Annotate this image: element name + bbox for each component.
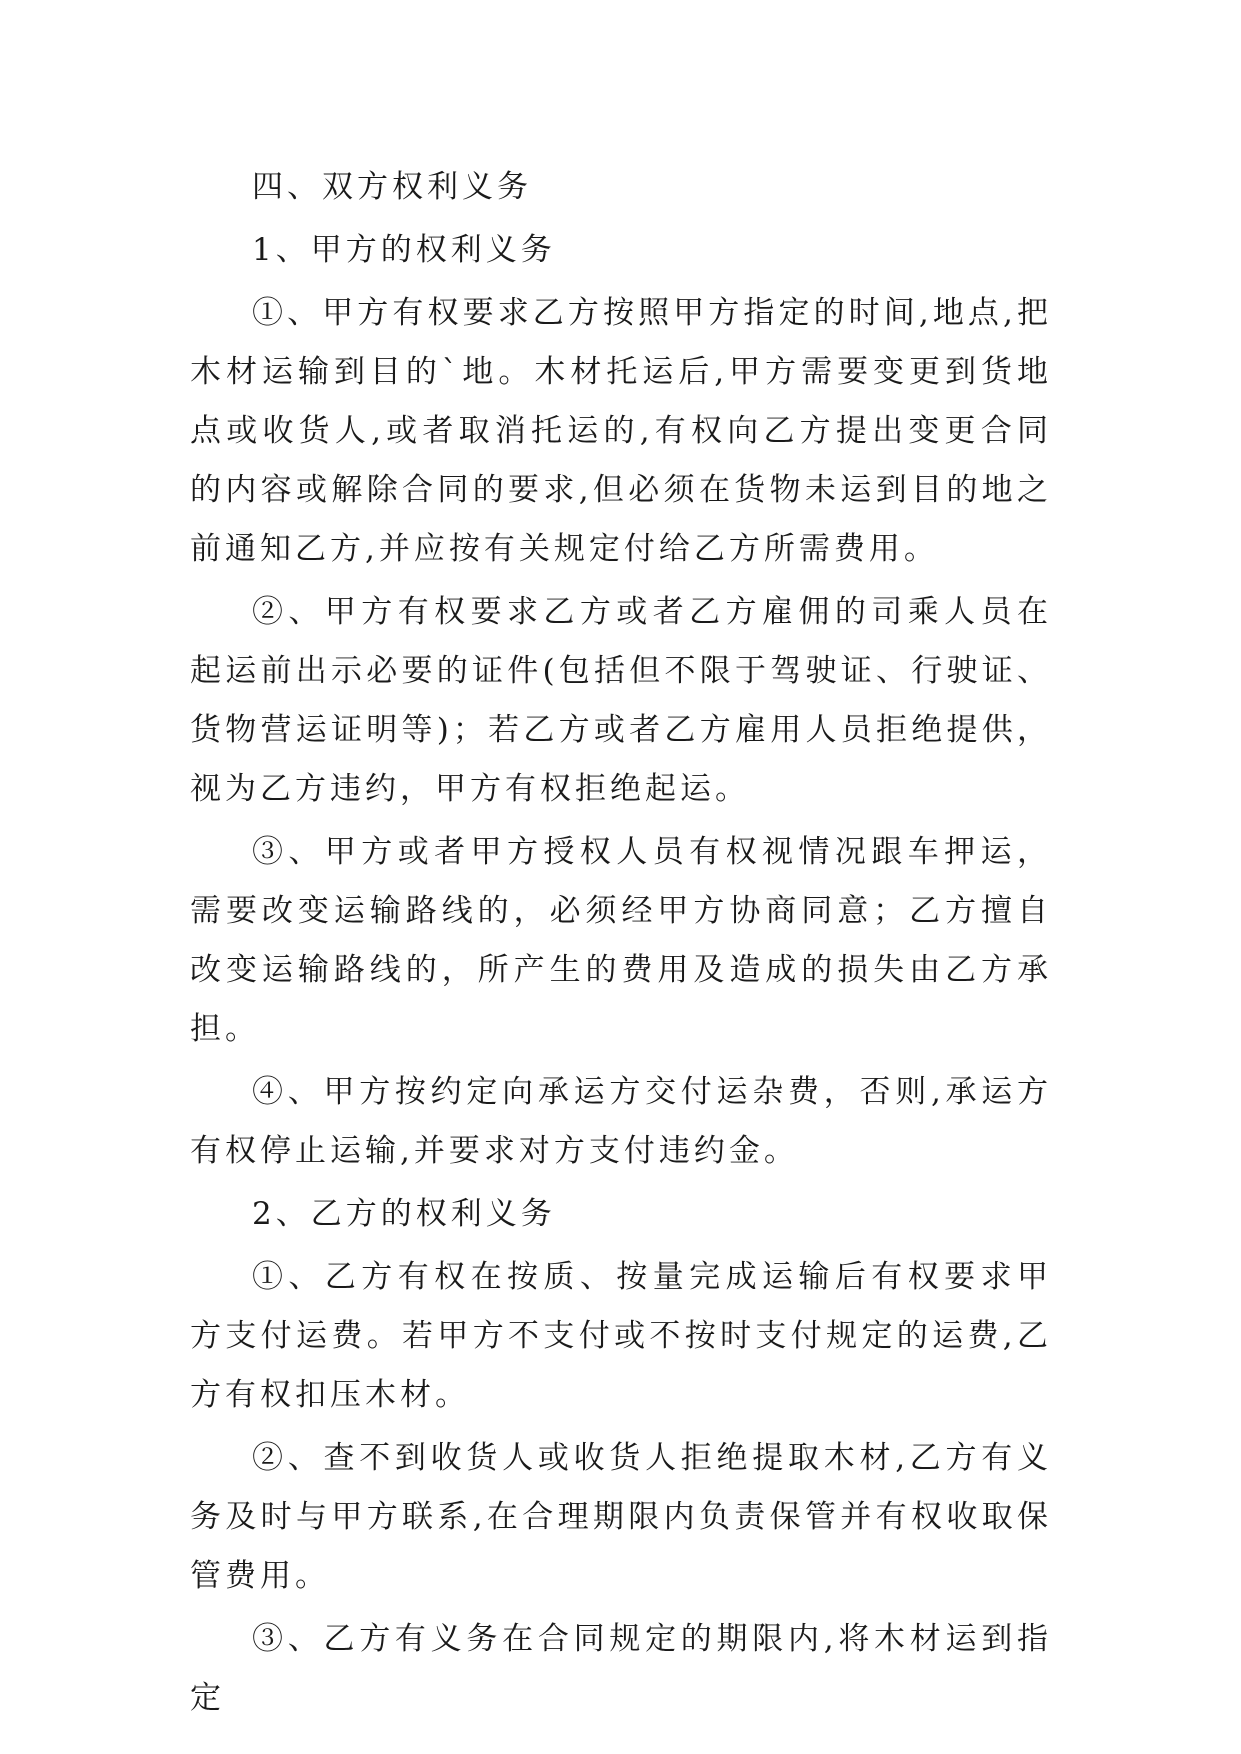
clause-paragraph: ①、甲方有权要求乙方按照甲方指定的时间,地点,把木材运输到目的`地。木材托运后,甲方需要变更到货地点或收货人,或者取消托运的,有权向乙方提出变更合同的内容或解除合同的要求,但必须在货物未运到目的地之前通知乙方,并应按有关规定付给乙方所需费用。 xyxy=(190,295,1052,567)
clause-paragraph: ②、甲方有权要求乙方或者乙方雇佣的司乘人员在起运前出示必要的证件(包括但不限于驾驶证、行驶证、货物营运证明等)；若乙方或者乙方雇用人员拒绝提供，视为乙方违约，甲方有权拒绝起运。 xyxy=(190,594,1052,807)
clause-paragraph: ②、查不到收货人或收货人拒绝提取木材,乙方有义务及时与甲方联系,在合理期限内负责保管并有权收取保管费用。 xyxy=(190,1440,1052,1594)
clause-paragraph: ④、甲方按约定向承运方交付运杂费，否则,承运方有权停止运输,并要求对方支付违约金。 xyxy=(190,1074,1052,1169)
clause-paragraph: ③、乙方有义务在合同规定的期限内,将木材运到指定 xyxy=(190,1621,1052,1716)
clause-paragraph: ①、乙方有权在按质、按量完成运输后有权要求甲方支付运费。若甲方不支付或不按时支付规定的运费,乙方有权扣压木材。 xyxy=(190,1259,1052,1413)
section-heading: 四、双方权利义务 xyxy=(252,169,532,205)
document-body xyxy=(190,158,1052,1732)
subsection-heading: 1、甲方的权利义务 xyxy=(252,232,556,268)
subsection-heading: 2、乙方的权利义务 xyxy=(252,1196,556,1232)
clause-paragraph: ③、甲方或者甲方授权人员有权视情况跟车押运，需要改变运输路线的，必须经甲方协商同意；乙方擅自改变运输路线的，所产生的费用及造成的损失由乙方承担。 xyxy=(190,834,1052,1047)
